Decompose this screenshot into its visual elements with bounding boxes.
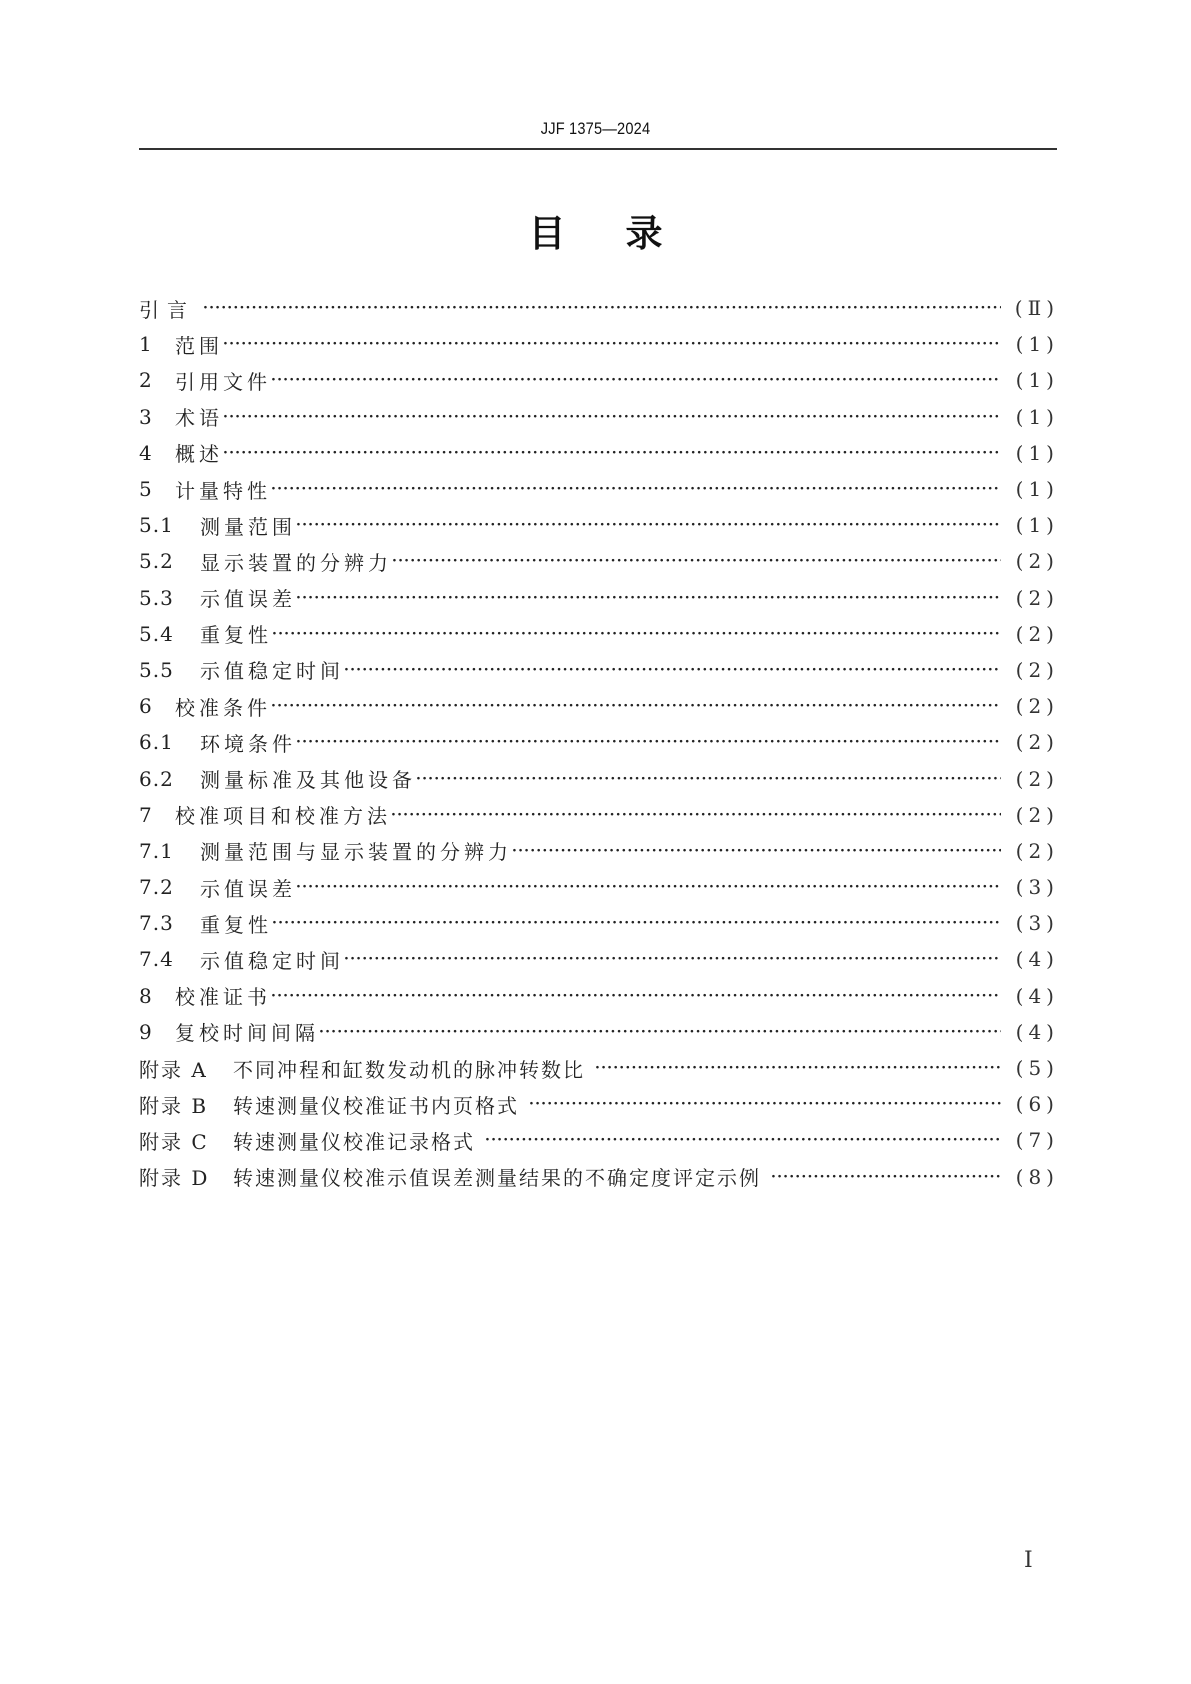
toc-entry-appendix-a[interactable] <box>139 1050 1059 1086</box>
toc-leader-dots <box>271 986 1001 1006</box>
toc-entry-page: (6) <box>1015 1092 1059 1117</box>
header-divider <box>139 148 1057 150</box>
toc-entry-number: 6 <box>139 694 153 719</box>
toc-entry[interactable] <box>139 399 1059 435</box>
toc-entry-appendix-b[interactable] <box>139 1086 1059 1122</box>
toc-entry-page: (4) <box>1015 983 1059 1008</box>
toc-leader-dots <box>223 407 1001 427</box>
toc-entry-page: (2) <box>1015 838 1059 863</box>
toc-entry-title: 测量范围 <box>200 514 296 539</box>
page-title: 目录 <box>528 212 723 255</box>
toc-entry-page: (8) <box>1015 1164 1059 1189</box>
toc-entry-number: 4 <box>139 440 153 465</box>
toc-entry-number: 2 <box>139 368 153 393</box>
toc-entry-page: (2) <box>1015 730 1059 755</box>
toc-entry-page: (1) <box>1015 368 1059 393</box>
toc-entry-title: 转速测量仪校准证书内页格式 <box>233 1093 519 1118</box>
toc-entry-title: 测量标准及其他设备 <box>200 768 416 793</box>
toc-entry[interactable] <box>139 326 1059 362</box>
toc-entry-title: 转速测量仪校准示值误差测量结果的不确定度评定示例 <box>233 1166 761 1191</box>
toc-leader-dots <box>296 877 1001 897</box>
toc-entry-title: 示值稳定时间 <box>200 948 344 973</box>
toc-entry-title: 测量范围与显示装置的分辨力 <box>200 840 512 865</box>
toc-entry-intro[interactable] <box>139 290 1059 326</box>
toc-leader-dots <box>271 479 1001 499</box>
toc-leader-dots <box>296 588 1001 608</box>
toc-leader-dots <box>344 660 1001 680</box>
toc-entry[interactable] <box>139 797 1059 833</box>
toc-leader-dots <box>529 1094 1001 1114</box>
toc-entry[interactable] <box>139 616 1059 652</box>
toc-entry-page: (3) <box>1015 875 1059 900</box>
toc-entry-page: (2) <box>1015 549 1059 574</box>
toc-entry-number: 5 <box>139 477 153 502</box>
toc-entry-page: (1) <box>1015 513 1059 538</box>
toc-entry-page: (3) <box>1015 911 1059 936</box>
toc-entry-number: 附录 C <box>139 1129 209 1154</box>
table-of-contents <box>139 290 1059 1195</box>
toc-entry-page: (4) <box>1015 947 1059 972</box>
toc-entry[interactable] <box>139 1014 1059 1050</box>
document-code-header: JJF 1375—2024 <box>540 119 651 138</box>
toc-entry-page: (2) <box>1015 585 1059 610</box>
toc-entry[interactable] <box>139 507 1059 543</box>
toc-entry-number: 8 <box>139 983 153 1008</box>
toc-leader-dots <box>416 769 1001 789</box>
toc-entry-page: (5) <box>1015 1056 1059 1081</box>
toc-leader-dots <box>272 913 1001 933</box>
toc-entry-page: (2) <box>1015 766 1059 791</box>
toc-entry-number: 6.2 <box>139 766 174 791</box>
toc-entry-title: 不同冲程和缸数发动机的脉冲转数比 <box>233 1057 585 1082</box>
toc-entry-page: (4) <box>1015 1019 1059 1044</box>
toc-entry[interactable] <box>139 760 1059 796</box>
toc-leader-dots <box>296 515 1001 535</box>
toc-entry-title: 校准证书 <box>175 985 271 1010</box>
toc-entry-page: (2) <box>1015 621 1059 646</box>
toc-entry-number: 3 <box>139 404 153 429</box>
toc-entry[interactable] <box>139 688 1059 724</box>
toc-entry-title: 校准项目和校准方法 <box>175 804 391 829</box>
toc-entry-title: 术语 <box>175 406 223 431</box>
page-number: Ⅰ <box>1024 1548 1033 1573</box>
toc-entry-number: 7 <box>139 802 153 827</box>
toc-entry-appendix-d[interactable] <box>139 1159 1059 1195</box>
toc-leader-dots <box>512 841 1001 861</box>
toc-leader-dots <box>485 1130 1001 1150</box>
toc-entry-page: (1) <box>1015 332 1059 357</box>
toc-entry-title: 概述 <box>175 442 223 467</box>
toc-entry-number: 6.1 <box>139 730 174 755</box>
toc-leader-dots <box>272 624 1001 644</box>
toc-leader-dots <box>771 1167 1001 1187</box>
toc-leader-dots <box>344 949 1001 969</box>
toc-entry-page: (1) <box>1015 440 1059 465</box>
toc-entry-title: 重复性 <box>200 912 272 937</box>
toc-entry-page: (1) <box>1015 404 1059 429</box>
toc-entry[interactable] <box>139 471 1059 507</box>
toc-entry-number: 7.1 <box>139 838 174 863</box>
toc-entry-number: 1 <box>139 332 153 357</box>
toc-leader-dots <box>296 732 1001 752</box>
toc-entry-number: 附录 B <box>139 1093 209 1118</box>
toc-leader-dots <box>392 551 1001 571</box>
toc-entry-title: 校准条件 <box>175 695 271 720</box>
toc-entry[interactable] <box>139 941 1059 977</box>
toc-entry-title: 示值误差 <box>200 876 296 901</box>
toc-leader-dots <box>271 696 1001 716</box>
toc-entry[interactable] <box>139 435 1059 471</box>
toc-entry-number: 5.2 <box>139 549 174 574</box>
toc-entry-number: 5.5 <box>139 657 174 682</box>
toc-leader-dots <box>223 334 1001 354</box>
toc-leader-dots <box>271 370 1001 390</box>
toc-entry[interactable] <box>139 543 1059 579</box>
toc-entry[interactable] <box>139 978 1059 1014</box>
toc-entry-title: 显示装置的分辨力 <box>200 550 392 575</box>
toc-entry-title: 计量特性 <box>175 478 271 503</box>
toc-entry-title: 示值误差 <box>200 587 296 612</box>
toc-entry-number: 5.1 <box>139 513 174 538</box>
toc-entry-number: 7.4 <box>139 947 174 972</box>
toc-entry-page: (2) <box>1015 802 1059 827</box>
toc-entry-title: 引言 <box>139 297 195 322</box>
toc-entry-number: 附录 A <box>139 1057 208 1082</box>
toc-entry-page: (Ⅱ) <box>1014 296 1059 321</box>
toc-entry-number: 7.2 <box>139 875 174 900</box>
toc-entry-title: 环境条件 <box>200 731 296 756</box>
toc-entry-page: (2) <box>1015 657 1059 682</box>
toc-leader-dots <box>391 805 1001 825</box>
toc-entry-number: 7.3 <box>139 911 174 936</box>
toc-entry-appendix-c[interactable] <box>139 1122 1059 1158</box>
toc-leader-dots <box>595 1058 1001 1078</box>
toc-entry-page: (2) <box>1015 694 1059 719</box>
toc-entry[interactable] <box>139 652 1059 688</box>
toc-leader-dots <box>203 298 1001 318</box>
toc-entry[interactable] <box>139 905 1059 941</box>
toc-entry[interactable] <box>139 580 1059 616</box>
toc-entry-title: 复校时间间隔 <box>175 1021 319 1046</box>
toc-leader-dots <box>319 1022 1001 1042</box>
toc-entry-title: 示值稳定时间 <box>200 659 344 684</box>
toc-entry-number: 9 <box>139 1019 153 1044</box>
toc-entry-number: 附录 D <box>139 1166 210 1191</box>
toc-entry-number: 5.3 <box>139 585 174 610</box>
toc-entry[interactable] <box>139 724 1059 760</box>
toc-entry-title: 转速测量仪校准记录格式 <box>233 1129 475 1154</box>
toc-entry[interactable] <box>139 869 1059 905</box>
toc-entry-title: 重复性 <box>200 623 272 648</box>
toc-entry-title: 引用文件 <box>175 369 271 394</box>
toc-entry-page: (1) <box>1015 477 1059 502</box>
toc-entry-title: 范围 <box>175 333 223 358</box>
toc-entry-page: (7) <box>1015 1128 1059 1153</box>
toc-entry-number: 5.4 <box>139 621 174 646</box>
toc-entry[interactable] <box>139 362 1059 398</box>
toc-entry[interactable] <box>139 833 1059 869</box>
toc-leader-dots <box>223 443 1001 463</box>
